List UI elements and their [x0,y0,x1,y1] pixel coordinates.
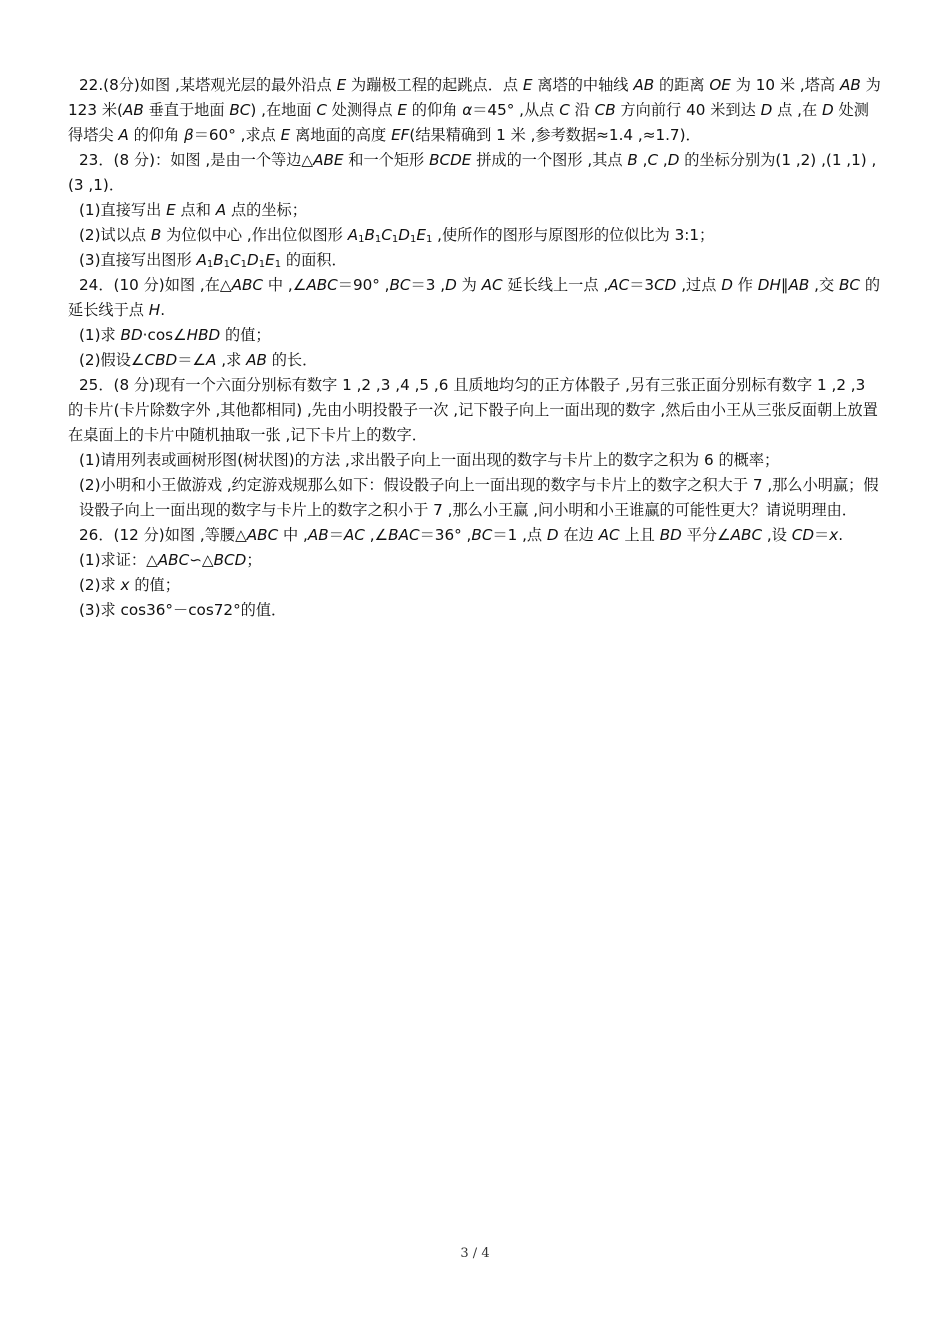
text-run: 为 [456,276,482,294]
math-symbol: E [336,76,347,94]
math-symbol: C [647,151,659,169]
math-symbol: BCDE [429,151,472,169]
text-run: 为蹦极工程的起跳点．点 [346,76,523,94]
text-run: 的距离 [654,76,710,94]
math-symbol: D [445,276,457,294]
problem-p24 [68,273,884,373]
subscript: 1 [425,234,433,245]
problem-stem [68,373,884,448]
text-run: 在边 [558,526,599,544]
text-run: , [637,151,648,169]
math-symbol: A [206,351,217,369]
text-run: 为 10 米 ,塔高 [730,76,840,94]
sub-question [68,323,884,348]
text-run: ,过点 [676,276,722,294]
math-symbol: BD [120,326,143,344]
math-symbol: C [559,101,570,119]
problem-p23 [68,148,884,273]
text-run: 中 ,∠ [263,276,307,294]
text-run: 处测得点 [326,101,398,119]
text-run: 22.(8分)如图 ,某塔观光层的最外沿点 [79,76,337,94]
math-symbol: ABC [246,526,279,544]
math-symbol: CD [654,276,677,294]
math-symbol: AB [307,526,329,544]
math-symbol: D [760,101,773,119]
text-run: ,使所作的图形与原图形的位似比为 3:1； [432,226,715,244]
sub-question [68,248,884,273]
text-run: ＝1 ,点 [492,526,547,544]
problem-stem [68,73,884,148]
text-run: 的延长线于点 [68,276,881,319]
math-symbol: β [184,126,194,144]
text-run: ＝3 [629,276,655,294]
problem-p25 [68,373,884,523]
text-run: 为位似中心 ,作出位似图形 [161,226,348,244]
math-symbol: D [398,226,410,244]
text-run: ,交 [809,276,839,294]
subscript: 1 [206,259,214,270]
subscript: 1 [223,259,231,270]
text-run: 点和 [175,201,216,219]
text-run: ,设 [762,526,792,544]
math-symbol: BD [659,526,682,544]
text-run: ) ,在地面 [250,101,317,119]
text-run: 26．(12 分)如图 ,等腰△ [79,526,247,544]
math-symbol: C [381,226,392,244]
math-symbol: AC [598,526,620,544]
math-symbol: ABC [306,276,338,294]
text-run: 拼成的一个图形 ,其点 [471,151,628,169]
math-symbol: E [416,226,426,244]
math-symbol: BCD [213,551,247,569]
subscript: 1 [391,234,399,245]
text-run: (1)直接写出 [79,201,167,219]
sub-question [68,348,884,373]
math-symbol: E [522,76,533,94]
sub-question [68,198,884,223]
text-run: (1)请用列表或画树形图(树状图)的方法 ,求出骰子向上一面出现的数字与卡片上的数字之积为 6 的概率； [79,451,780,469]
text-run: . [838,526,844,544]
subscript: 1 [240,259,248,270]
math-symbol: A [347,226,359,244]
text-run: ＝45° ,从点 [472,101,560,119]
text-run: ∽△ [189,551,214,569]
math-symbol: D [667,151,680,169]
subscript: 1 [358,234,365,245]
problem-stem [68,148,884,198]
text-run: 离塔的中轴线 [532,76,634,94]
math-symbol: C [230,251,241,269]
text-run: ∥ [780,276,789,294]
text-run: 作 [732,276,758,294]
math-symbol: E [265,251,275,269]
math-symbol: B [213,251,224,269]
text-run: 的值； [220,326,271,344]
text-run: (2)小明和小王做游戏 ,约定游戏规那么如下：假设骰子向上一面出现的数字与卡片上的数字之积大于 7 ,那么小明赢；假设骰子向上一面出现的数字与卡片上的数字之积小于 7 ,那么小王赢 ,问小明和小王谁赢的可能性更大？请说明理由． [79,476,879,519]
math-symbol: B [627,151,638,169]
math-symbol: BC [389,276,411,294]
text-run: (3)直接写出图形 [79,251,197,269]
text-run: ＝ [814,526,830,544]
math-symbol: B [364,226,375,244]
math-symbol: CBD [144,351,178,369]
text-run: 平分∠ [681,526,731,544]
subscript: 1 [258,259,266,270]
math-symbol: A [215,201,227,219]
math-symbol: BC [229,101,251,119]
problem-p22 [68,73,884,148]
text-run: 上且 [619,526,660,544]
math-symbol: B [150,226,162,244]
math-symbol: BC [471,526,493,544]
math-symbol: AB [788,276,810,294]
math-symbol: x [829,526,839,544]
math-symbol: x [120,576,130,594]
text-run: (结果精确到 1 米 ,参考数据≈1.4 ,≈1.7)． [409,126,701,144]
sub-question [68,573,884,598]
text-run: ,求 [216,351,247,369]
math-symbol: D [247,251,259,269]
text-run: 23．(8 分)：如图 ,是由一个等边△ [79,151,314,169]
page-number: 3 / 4 [460,1246,490,1261]
sub-question [68,598,884,623]
text-run: ＝90° , [337,276,390,294]
math-symbol: AC [343,526,365,544]
text-run: 延长线上一点 , [502,276,609,294]
text-run: 垂直于地面 [143,101,230,119]
math-symbol: D [546,526,559,544]
document-body [68,73,884,623]
math-symbol: A [118,126,129,144]
math-symbol: ABC [157,551,190,569]
sub-question [68,223,884,248]
math-symbol: HBD [186,326,221,344]
sub-question [68,473,884,523]
math-symbol: ABC [730,526,763,544]
text-run: 25．(8 分)现有一个六面分别标有数字 1 ,2 ,3 ,4 ,5 ,6 且质地均匀的正方体骰子 ,另有三张正面分别标有数字 1 ,2 ,3 的卡片(卡片除数字外 ,其他都相同) ,先由小明投骰子一次 ,记下骰子向上一面出现的数字 ,然后由小王从三张反面朝上放置在桌面上的卡片中随机抽取一张 ,记下卡片上的数字． [68,376,878,444]
text-run: ＝∠ [177,351,207,369]
text-run: 方向前行 40 米到达 [615,101,761,119]
text-run: (2)求 [79,576,121,594]
text-run: (1)求证：△ [79,551,158,569]
text-run: 的长． [266,351,318,369]
text-run: 24．(10 分)如图 ,在△ [79,276,232,294]
text-run: 点的坐标； [226,201,307,219]
text-run: 的仰角 [406,101,463,119]
text-run: 的面积． [281,251,347,269]
math-symbol: DH [757,276,781,294]
text-run: (3)求 cos36°－cos72°的值． [79,601,287,619]
math-symbol: E [397,101,407,119]
text-run: ＝3 , [410,276,446,294]
math-symbol: AC [608,276,630,294]
text-run: 和一个矩形 [343,151,430,169]
text-run: ＝36° , [419,526,472,544]
math-symbol: BC [839,276,861,294]
text-run: ＝60° ,求点 [193,126,281,144]
math-symbol: ABE [313,151,344,169]
math-symbol: α [462,101,473,119]
math-symbol: D [721,276,733,294]
math-symbol: AB [839,76,861,94]
math-symbol: AB [246,351,267,369]
text-run: (1)求 [79,326,121,344]
text-run: 的仰角 [128,126,184,144]
math-symbol: A [196,251,207,269]
subscript: 1 [274,259,282,270]
text-run: 处测得塔尖 [68,101,869,144]
text-run: ·cos∠ [142,326,187,344]
math-symbol: E [280,126,291,144]
math-symbol: AC [481,276,503,294]
problem-stem [68,523,884,548]
text-run: ； [246,551,262,569]
text-run: 离地面的高度 [290,126,392,144]
math-symbol: BAC [388,526,420,544]
math-symbol: D [822,101,834,119]
math-symbol: OE [709,76,731,94]
text-run: 沿 [569,101,595,119]
text-run: 中 , [278,526,308,544]
math-symbol: EF [391,126,410,144]
text-run: 点 ,在 [772,101,823,119]
text-run: 为 123 米( [68,76,886,119]
text-run: (2)试以点 [79,226,151,244]
text-run: . [160,301,166,319]
math-symbol: CD [791,526,815,544]
math-symbol: AB [122,101,144,119]
subscript: 1 [374,234,382,245]
subscript: 1 [409,234,417,245]
text-run: 的值； [129,576,180,594]
math-symbol: CB [594,101,616,119]
text-run: , [658,151,668,169]
problem-stem [68,273,884,323]
math-symbol: C [316,101,327,119]
math-symbol: ABC [231,276,264,294]
problem-p26 [68,523,884,623]
sub-question [68,548,884,573]
text-run: ,∠ [364,526,389,544]
sub-question [68,448,884,473]
text-run: (2)假设∠ [79,351,145,369]
text-run: 的坐标分别为(1 ,2) ,(1 ,1) ,(3 ,1)． [68,151,877,194]
math-symbol: AB [633,76,655,94]
text-run: ＝ [328,526,344,544]
math-symbol: H [148,301,161,319]
math-symbol: E [166,201,176,219]
